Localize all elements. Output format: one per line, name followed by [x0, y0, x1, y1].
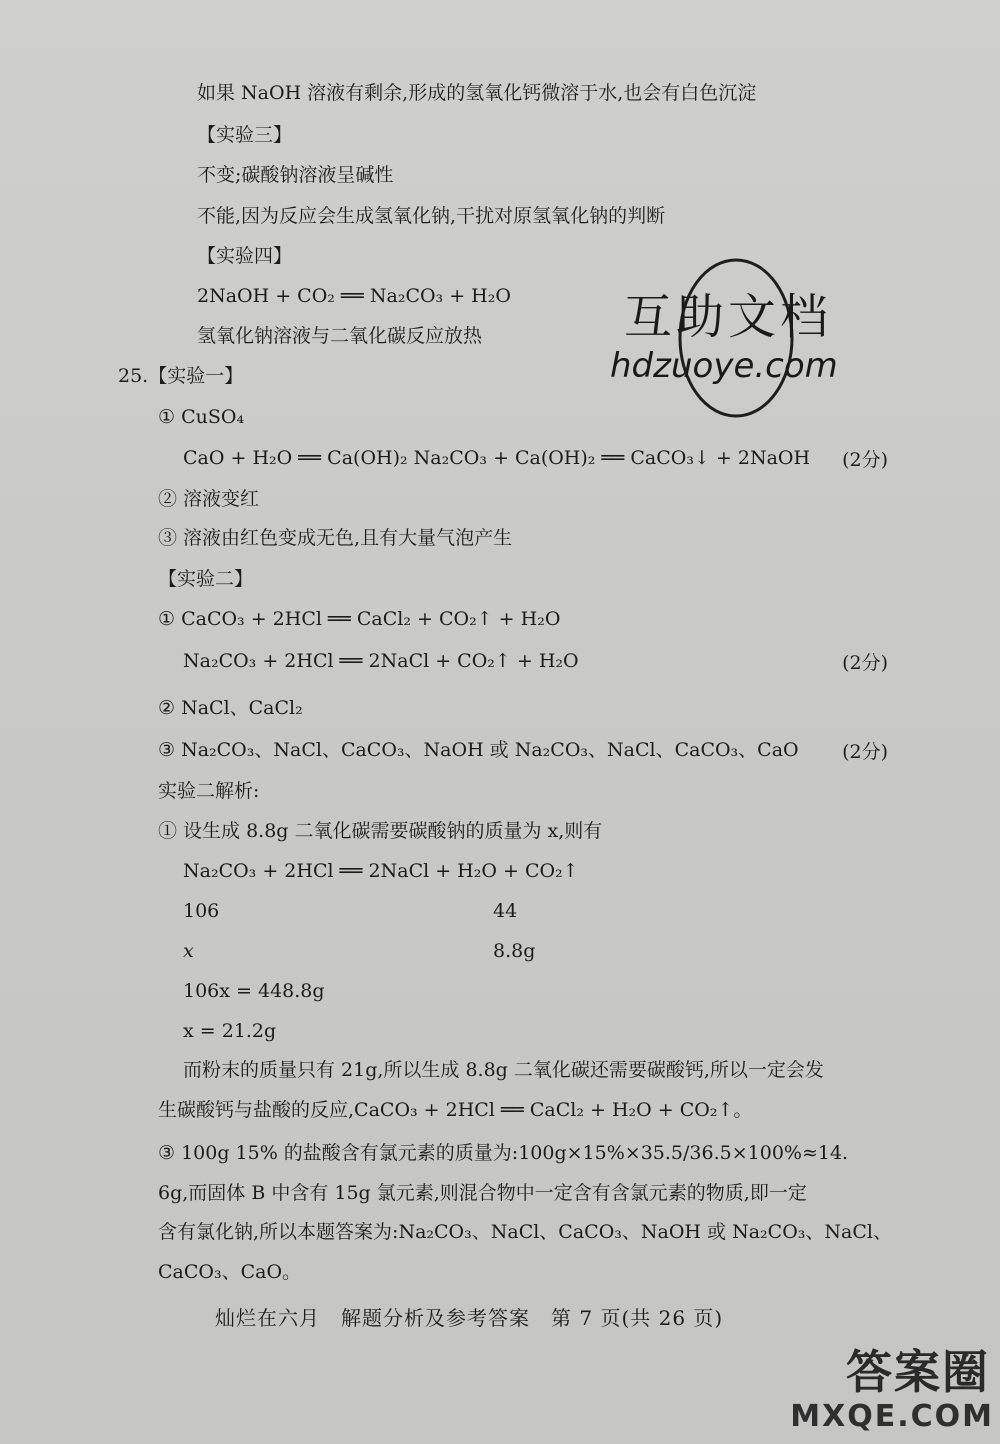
answer-line: ③ Na₂CO₃、NaCl、CaCO₃、NaOH 或 Na₂CO₃、NaCl、CaCO₃、CaO [158, 739, 799, 761]
equation: Na₂CO₃ + 2HCl ══ 2NaCl + H₂O + CO₂↑ [183, 860, 579, 882]
page-footer: 灿烂在六月 解题分析及参考答案 第 7 页(共 26 页) [215, 1306, 724, 1330]
watermark-text-en: MXQE.COM [790, 1399, 994, 1434]
text-line: 而粉末的质量只有 21g,所以生成 8.8g 二氧化碳还需要碳酸钙,所以一定会发 [183, 1059, 824, 1081]
text-line: ① 设生成 8.8g 二氧化碳需要碳酸钠的质量为 x,则有 [158, 820, 603, 842]
equation: 2NaOH + CO₂ ══ Na₂CO₃ + H₂O [197, 285, 511, 307]
calc-value: 8.8g [493, 940, 536, 962]
equation: ① CaCO₃ + 2HCl ══ CaCl₂ + CO₂↑ + H₂O [158, 608, 561, 630]
text-line: 氢氧化钠溶液与二氧化碳反应放热 [197, 325, 483, 347]
analysis-heading: 实验二解析: [158, 780, 260, 802]
answer-line: ② NaCl、CaCl₂ [158, 697, 303, 719]
watermark-logo [790, 1334, 1000, 1444]
text-line: ③ 100g 15% 的盐酸含有氯元素的质量为:100g×15%×35.5/36.5×100%≈14. [158, 1142, 849, 1164]
text-line: 生碳酸钙与盐酸的反应,CaCO₃ + 2HCl ══ CaCl₂ + H₂O + CO₂↑。 [158, 1099, 753, 1121]
text-line: 如果 NaOH 溶液有剩余,形成的氢氧化钙微溶于水,也会有白色沉淀 [197, 82, 757, 104]
score-label: (2分) [842, 652, 888, 674]
answer-line: ③ 溶液由红色变成无色,且有大量气泡产生 [158, 527, 513, 549]
text-line: CaCO₃、CaO。 [158, 1261, 302, 1283]
section-heading: 【实验二】 [158, 568, 254, 590]
answer-line: ② 溶液变红 [158, 488, 260, 510]
watermark-text-cn: 答案圈 [846, 1345, 990, 1399]
stamp-text-cn: 互助文档 [624, 289, 833, 345]
text-line: 含有氯化钠,所以本题答案为:Na₂CO₃、NaCl、CaCO₃、NaOH 或 Na₂CO₃、NaCl、 [158, 1221, 892, 1243]
text-line: 不变;碳酸钠溶液呈碱性 [197, 164, 394, 186]
calc-line: x = 21.2g [183, 1020, 277, 1042]
text-line: 6g,而固体 B 中含有 15g 氯元素,则混合物中一定含有含氯元素的物质,即一定 [158, 1182, 807, 1204]
calc-line: 106x = 448.8g [183, 980, 325, 1002]
calc-value: 44 [493, 900, 518, 922]
answer-line: ① CuSO₄ [158, 406, 245, 428]
calc-value: 106 [183, 900, 220, 922]
handwritten-stamp [610, 250, 850, 420]
section-heading: 【实验四】 [197, 245, 293, 267]
section-heading: 【实验三】 [197, 124, 293, 146]
stamp-text-en: hdzuoye.com [610, 346, 838, 386]
equation: Na₂CO₃ + 2HCl ══ 2NaCl + CO₂↑ + H₂O [183, 650, 579, 672]
question-heading: 25.【实验一】 [118, 365, 244, 387]
score-label: (2分) [842, 741, 888, 763]
calc-value: x [183, 940, 194, 962]
score-label: (2分) [842, 449, 888, 471]
text-line: 不能,因为反应会生成氢氧化钠,干扰对原氢氧化钠的判断 [197, 205, 666, 227]
equation: CaO + H₂O ══ Ca(OH)₂ Na₂CO₃ + Ca(OH)₂ ══ CaCO₃↓ + 2NaOH [183, 447, 811, 469]
